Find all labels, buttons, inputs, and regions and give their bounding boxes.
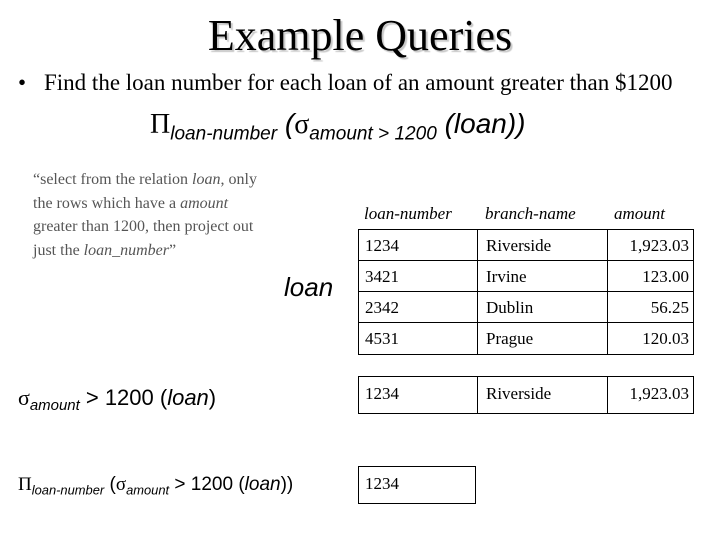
sigma-subscript: amount <box>126 482 170 498</box>
selection-expression <box>18 382 216 422</box>
bullet-text: Find the loan number for each loan of an amount greater than $1200 <box>44 70 673 95</box>
table-cell: 123.00 <box>642 267 689 286</box>
loan-table <box>358 229 694 355</box>
column-header-loan-number: loan-number <box>364 204 452 223</box>
pi-symbol: Π <box>150 109 171 140</box>
expr-relation: (loan)) <box>436 108 526 139</box>
column-header-amount: amount <box>614 204 665 223</box>
pi-subscript: loan-number <box>31 482 105 498</box>
projection-close: )) <box>280 474 294 495</box>
column-divider <box>607 377 608 413</box>
pi-symbol: Π <box>18 474 32 495</box>
column-divider <box>477 377 478 413</box>
quote-projection: loan_number <box>83 241 169 259</box>
slide-title: Example Queries <box>207 11 513 60</box>
quote-text-3: greater than 1200, then project out just the <box>33 218 254 259</box>
bullet-item <box>18 66 672 100</box>
table-cell: 2342 <box>365 298 399 317</box>
table-cell: Irvine <box>486 267 527 286</box>
quote-text-4: ” <box>169 241 177 259</box>
selection-close: ) <box>208 385 217 410</box>
table-cell: 1234 <box>365 474 399 493</box>
projection-expression <box>18 470 293 506</box>
table-cell: 1234 <box>365 236 399 255</box>
table-cell: 56.25 <box>650 298 689 317</box>
selection-condition: > 1200 ( <box>79 385 168 410</box>
quote-text-2: , only the rows which have a <box>33 171 257 212</box>
explanation-quote <box>33 168 273 262</box>
sigma-symbol: σ <box>294 109 310 140</box>
table-cell: Riverside <box>486 236 552 255</box>
table-cell: Riverside <box>486 384 552 403</box>
quote-relation: loan <box>192 171 221 188</box>
projection-open: ( <box>104 474 116 495</box>
bullet-symbol: • <box>18 70 27 95</box>
table-cell: 4531 <box>365 329 399 348</box>
table-cell: 3421 <box>365 267 399 286</box>
quote-text-1: “select from the relation <box>33 171 193 188</box>
sigma-symbol: σ <box>18 385 30 410</box>
table-cell: Dublin <box>486 298 534 317</box>
selection-result-table <box>358 376 694 414</box>
column-header-branch-name: branch-name <box>485 204 576 223</box>
sigma-subscript: amount > 1200 <box>309 123 437 145</box>
projection-result-table <box>358 466 476 504</box>
query-expression <box>150 104 526 155</box>
selection-relation: loan <box>167 385 209 410</box>
table-cell: 1234 <box>365 384 399 403</box>
table-cell: 1,923.03 <box>629 384 689 403</box>
pi-subscript: loan-number <box>170 123 278 145</box>
projection-condition: > 1200 ( <box>169 474 245 495</box>
sigma-symbol: σ <box>115 474 127 495</box>
quote-attribute: amount <box>180 194 229 212</box>
table-cell: Prague <box>486 329 534 348</box>
sigma-subscript: amount <box>29 397 80 415</box>
row-divider <box>359 322 693 323</box>
table-cell: 1,923.03 <box>629 236 689 255</box>
expr-open-paren: ( <box>277 108 295 139</box>
column-divider <box>477 230 478 354</box>
relation-label: loan <box>284 272 334 302</box>
projection-relation: loan <box>244 474 281 495</box>
row-divider <box>359 260 693 261</box>
table-cell: 120.03 <box>642 329 689 348</box>
column-divider <box>607 230 608 354</box>
row-divider <box>359 291 693 292</box>
